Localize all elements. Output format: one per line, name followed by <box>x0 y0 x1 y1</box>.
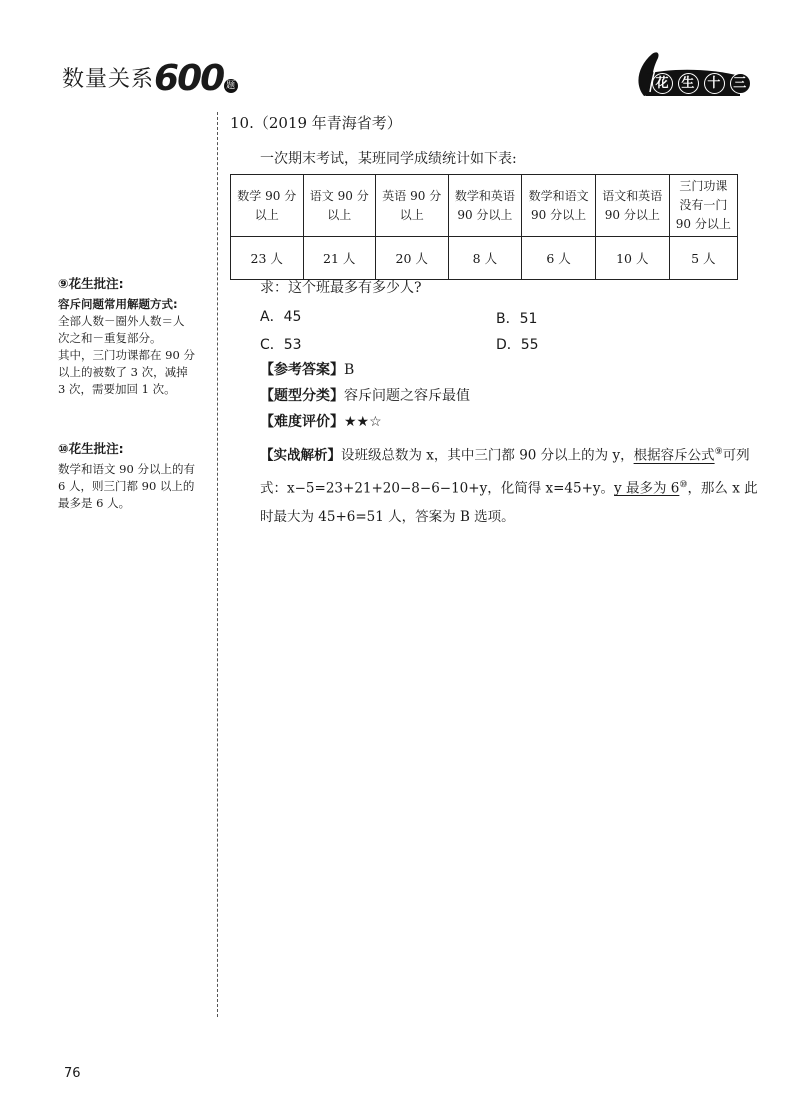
table-header-cell: 语文 90 分 以上 <box>303 175 376 237</box>
table-header-cell: 数学和英语 90 分以上 <box>448 175 522 237</box>
table-cell: 20 人 <box>376 237 449 280</box>
table-cell: 6 人 <box>522 237 596 280</box>
book-title: 数量关系600 题 <box>62 58 237 99</box>
book-number: 600 <box>154 58 224 99</box>
option-c: C．53 <box>260 337 302 353</box>
difficulty-line: 【难度评价】★★☆ <box>260 414 382 430</box>
table-header-cell: 语文和英语 90 分以上 <box>595 175 669 237</box>
option-d: D．55 <box>496 337 539 353</box>
answer-line: 【参考答案】B <box>260 362 355 378</box>
difficulty-stars: ★★☆ <box>344 414 382 430</box>
sidebar-note-10: ⑩花生批注: 数学和语文 90 分以上的有 6 人，则三门都 90 以上的 最多是 6 人。 <box>58 441 195 510</box>
score-table <box>230 174 738 280</box>
table-cell: 10 人 <box>595 237 669 280</box>
brand-text: 花 生 十 三 <box>652 72 749 94</box>
formula-reference: 根据容斥公式 <box>633 447 715 464</box>
page-number: 76 <box>64 1066 81 1081</box>
question-intro: 一次期末考试，某班同学成绩统计如下表: <box>260 151 517 167</box>
table-header-cell: 三门功课 没有一门 90 分以上 <box>669 175 737 237</box>
table-cell: 8 人 <box>448 237 522 280</box>
type-line: 【题型分类】容斥问题之容斥最值 <box>260 388 470 404</box>
question-title: 10.（2019 年青海省考） <box>230 114 402 132</box>
column-divider <box>217 112 218 1017</box>
table-header-cell: 数学和语文 90 分以上 <box>522 175 596 237</box>
max-reference: y 最多为 6 <box>614 480 680 496</box>
table-header-row <box>231 175 738 237</box>
table-header-cell: 数学 90 分 以上 <box>231 175 304 237</box>
table-cell: 23 人 <box>231 237 304 280</box>
brand-logo <box>630 48 748 98</box>
option-a: A．45 <box>260 309 302 325</box>
sidebar-note-9: ⑨花生批注: 容斥问题常用解题方式: 全部人数－圈外人数＝人 次之和－重复部分。 其中，三门功课都在 90 分 以上的被数了 3 次，减掉 3 次，需要加回 1 次。 <box>58 276 195 396</box>
book-suffix: 题 <box>226 81 237 91</box>
table-cell: 5 人 <box>669 237 737 280</box>
table-header-cell: 英语 90 分 以上 <box>376 175 449 237</box>
table-cell: 21 人 <box>303 237 376 280</box>
question-block <box>230 112 770 525</box>
analysis-text: 【实战解析】设班级总数为 x，其中三门都 90 分以上的为 y，根据容斥公式⑨可列式：x−5=23+21+20−8−6−10+y，化简得 x=45+y。y 最多为 6⑩，那么 x 此时最大为 45+6=51 人，答案为 B 选项。 <box>260 447 758 525</box>
table-row <box>231 237 738 280</box>
option-b: B．51 <box>496 311 538 327</box>
question-ask: 求：这个班最多有多少人? <box>260 280 422 296</box>
